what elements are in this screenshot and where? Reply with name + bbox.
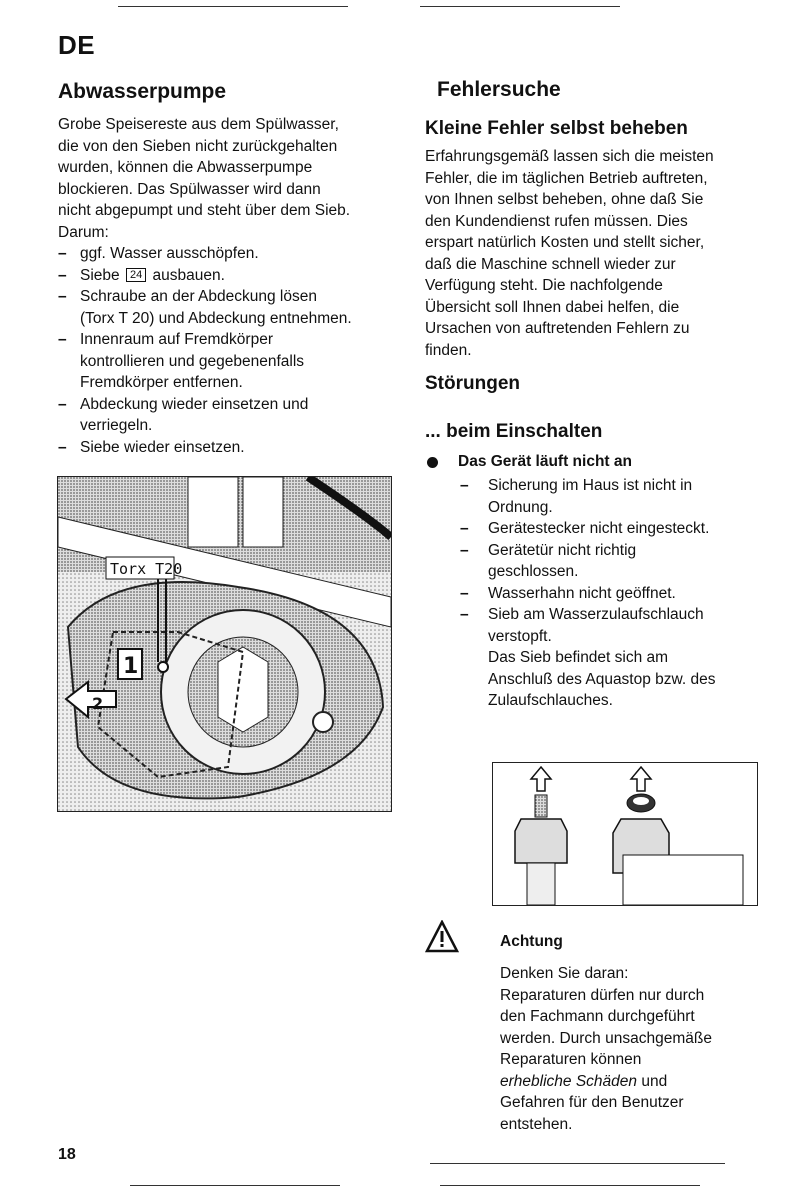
arrow-two-number: 2 [92, 694, 104, 713]
steps-list [58, 243, 398, 458]
up-arrow-icon [631, 767, 651, 791]
intro-line: Grobe Speisereste aus dem Spülwasser, [58, 116, 339, 133]
page-number: 18 [58, 1146, 76, 1163]
cause-item: – Sicherung im Haus ist nicht in Ordnung. [460, 475, 770, 518]
step-item: – Abdeckung wieder einsetzen und verriegeln. [58, 394, 398, 437]
cause-item: – Sieb am Wasserzulaufschlauch verstopft. [460, 604, 770, 647]
intro-line: Darum: [58, 223, 109, 241]
right-column [425, 78, 770, 712]
step-item: – Siebe 24 ausbauen. [58, 265, 398, 287]
reference-box: 24 [126, 268, 146, 282]
arrow-one-number: 1 [123, 654, 139, 679]
cause-item: – Wasserhahn nicht geöffnet. [460, 583, 770, 605]
left-column [58, 80, 398, 458]
intro-line: blockieren. Das Spülwasser wird dann [58, 180, 321, 198]
cause-item: – Gerätestecker nicht eingesteckt. [460, 518, 770, 540]
cause-item: – Gerätetür nicht richtig geschlossen. [460, 540, 770, 583]
warning-title: Achtung [500, 933, 563, 950]
subsection-title-stoerungen: Störungen [425, 373, 520, 394]
warning-icon [425, 920, 459, 954]
subsection-title-kleine-fehler: Kleine Fehler selbst beheben [425, 118, 688, 139]
bullet-dot-icon [427, 457, 438, 468]
filter-figure [492, 762, 758, 906]
section-title-abwasserpumpe: Abwasserpumpe [58, 80, 227, 103]
pump-illustration [58, 477, 391, 811]
step-item: – Schraube an der Abdeckung lösen (Torx T 20) und Abdeckung entnehmen. [58, 286, 398, 329]
torx-label: Torx T20 [110, 560, 183, 578]
warning-text: Denken Sie daran: Reparaturen dürfen nur durch den Fachmann durchgeführt werden. Durch unsachgemäße Reparaturen können erhebliche Schäden und Gefahren für den Benutzer entstehen. [500, 965, 712, 1133]
step-item: – Siebe wieder einsetzen. [58, 437, 398, 459]
intro-line: wurden, können die Abwasserpumpe [58, 159, 313, 176]
causes-list [460, 475, 770, 647]
pump-cover-figure [57, 476, 392, 812]
step-item: – Innenraum auf Fremdkörper kontrollieren und gegebenenfalls Fremdkörper entfernen. [58, 329, 398, 394]
up-arrow-icon [531, 767, 551, 791]
intro-line: nicht abgepumpt und steht über dem Sieb. [58, 202, 351, 219]
sieb-note: Das Sieb befindet sich am Anschluß des Aquastop bzw. des Zulaufschlauches. [488, 649, 716, 709]
fault-bullet: Das Gerät läuft nicht an [425, 451, 770, 473]
subsection-title-beim-einschalten: ... beim Einschalten [425, 421, 603, 442]
warning-block [500, 933, 780, 1135]
intro-paragraph [58, 114, 398, 243]
step-item: – ggf. Wasser ausschöpfen. [58, 243, 398, 265]
filter-illustration [493, 763, 757, 905]
warning-emphasis: erhebliche Schäden [500, 1072, 638, 1090]
intro-paragraph-right: Erfahrungsgemäß lassen sich die meisten Fehler, die im täglichen Betrieb auftreten, von Ihnen selbst beheben, ohne daß Sie den Kundendienst rufen müssen. Dies erspart natürlich Kosten und stellt sicher, daß die Maschine schnell wieder zur Verfügung steht. Die nachfolgende Übersicht soll Ihnen dabei helfen, die Ursachen von auftretenden Fehlern zu finden. [425, 148, 714, 359]
intro-line: die von den Sieben nicht zurückgehalten [58, 137, 338, 155]
language-label: DE [58, 30, 96, 60]
section-title-fehlersuche: Fehlersuche [437, 78, 561, 101]
